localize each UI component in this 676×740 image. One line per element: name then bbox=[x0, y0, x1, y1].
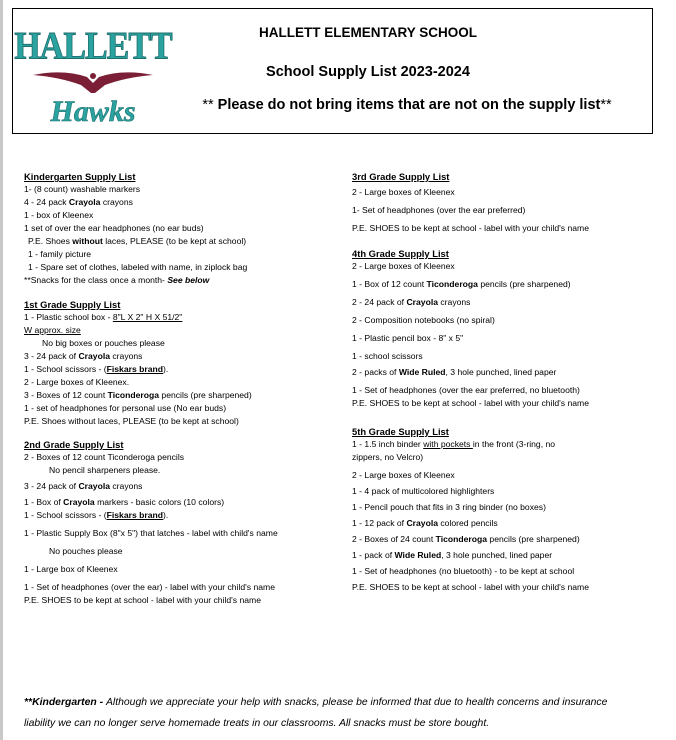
list-item: 1 - 4 pack of multicolored highlighters bbox=[352, 486, 495, 496]
right-column bbox=[352, 170, 662, 594]
supply-note bbox=[163, 97, 651, 113]
note-text: Please do not bring items that are not on the supply list bbox=[217, 97, 601, 113]
note-star-left: ** bbox=[202, 97, 214, 113]
list-item: No pouches please bbox=[49, 546, 123, 556]
list-item: 1- Set of headphones (over the ear preferred) bbox=[352, 205, 526, 215]
list-item: 1 - Plastic pencil box - 8" x 5" bbox=[352, 333, 464, 343]
list-item: P.E. SHOES to be kept at school - label with your child's name bbox=[352, 582, 589, 592]
svg-text:Hawks: Hawks bbox=[50, 95, 136, 128]
section-heading-grade3: 3rd Grade Supply List bbox=[352, 171, 450, 182]
list-item: 1 - Large box of Kleenex bbox=[24, 564, 118, 574]
list-item: 3 - 24 pack of Crayola crayons bbox=[24, 481, 143, 491]
list-item: 1 - school scissors bbox=[352, 351, 423, 361]
list-item: 1 - 12 pack of Crayola colored pencils bbox=[352, 518, 498, 528]
section-heading-grade2: 2nd Grade Supply List bbox=[24, 439, 124, 450]
list-item: 1 set of over the ear headphones (no ear buds) bbox=[24, 223, 204, 233]
list-item: 2 - Large boxes of Kleenex bbox=[352, 261, 455, 271]
section-heading-grade5: 5th Grade Supply List bbox=[352, 426, 449, 437]
list-item: **Snacks for the class once a month- See below bbox=[24, 275, 210, 285]
list-item: P.E. SHOES to be kept at school - label with your child's name bbox=[352, 398, 589, 408]
list-item: 2 - Composition notebooks (no spiral) bbox=[352, 315, 495, 325]
list-item: 1 - set of headphones for personal use (No ear buds) bbox=[24, 403, 227, 413]
list-item: 1 - Set of headphones (no bluetooth) - to be kept at school bbox=[352, 566, 575, 576]
left-column bbox=[24, 170, 334, 607]
list-item: 1 - Pencil pouch that fits in 3 ring binder (no boxes) bbox=[352, 502, 546, 512]
list-item: 1 - box of Kleenex bbox=[24, 210, 94, 220]
list-item: 1 - School scissors - (Fiskars brand). bbox=[24, 364, 169, 374]
footer-line-1: **Kindergarten - Although we appreciate your help with snacks, please be informed that due to health concerns and insurance bbox=[24, 697, 608, 708]
section-heading-kindergarten: Kindergarten Supply List bbox=[24, 171, 136, 182]
list-item: 1 - family picture bbox=[28, 249, 92, 259]
list-item: 2 - Large boxes of Kleenex bbox=[352, 187, 455, 197]
list-item: P.E. SHOES to be kept at school - label with your child's name bbox=[352, 223, 589, 233]
header-box bbox=[12, 8, 653, 134]
list-item: 1 - 1.5 inch binder with pockets in the front (3-ring, no bbox=[352, 439, 556, 449]
hallett-hawks-logo bbox=[14, 17, 172, 129]
list-item: 2 - packs of Wide Ruled, 3 hole punched, lined paper bbox=[352, 367, 557, 377]
list-item: P.E. Shoes without laces, PLEASE (to be kept at school) bbox=[24, 416, 239, 426]
list-item: 2 - Boxes of 12 count Ticonderoga pencils bbox=[24, 452, 185, 462]
page-edge bbox=[0, 0, 3, 740]
list-item: 1 - Set of headphones (over the ear preferred, no bluetooth) bbox=[352, 385, 580, 395]
list-item: 2 - 24 pack of Crayola crayons bbox=[352, 297, 471, 307]
svg-text:HALLETT: HALLETT bbox=[14, 23, 172, 67]
footer-note bbox=[24, 692, 664, 734]
list-item: 1 - Spare set of clothes, labeled with name, in ziplock bag bbox=[28, 262, 248, 272]
footer-lead: **Kindergarten - bbox=[24, 697, 106, 708]
document-title: School Supply List 2023-2024 bbox=[266, 64, 470, 80]
list-item: zippers, no Velcro) bbox=[352, 452, 424, 462]
list-item: 2 - Large boxes of Kleenex bbox=[352, 470, 455, 480]
list-item: 1 - Plastic Supply Box (8"x 5") that latches - label with child's name bbox=[24, 528, 278, 538]
list-item: No big boxes or pouches please bbox=[42, 338, 165, 348]
list-item: P.E. SHOES to be kept at school - label with your child's name bbox=[24, 595, 261, 605]
list-item: 2 - Large boxes of Kleenex. bbox=[24, 377, 130, 387]
school-name: HALLETT ELEMENTARY SCHOOL bbox=[259, 25, 477, 40]
list-item: 4 - 24 pack Crayola crayons bbox=[24, 197, 133, 207]
section-heading-grade4: 4th Grade Supply List bbox=[352, 248, 449, 259]
note-star-right: ** bbox=[600, 97, 612, 113]
list-item: 1 - Box of 12 count Ticonderoga pencils (pre sharpened) bbox=[352, 279, 571, 289]
list-item: 3 - Boxes of 12 count Ticonderoga pencils (pre sharpened) bbox=[24, 390, 252, 400]
list-item: P.E. Shoes without laces, PLEASE (to be kept at school) bbox=[28, 236, 247, 246]
list-item: 2 - Boxes of 24 count Ticonderoga pencils (pre sharpened) bbox=[352, 534, 580, 544]
list-item: 1 - Box of Crayola markers - basic colors (10 colors) bbox=[24, 497, 225, 507]
section-heading-grade1: 1st Grade Supply List bbox=[24, 299, 121, 310]
list-item: 1 - School scissors - (Fiskars brand). bbox=[24, 510, 169, 520]
list-item: No pencil sharpeners please. bbox=[49, 465, 161, 475]
list-item: W approx. size bbox=[24, 325, 81, 335]
list-item: 1- (8 count) washable markers bbox=[24, 184, 141, 194]
list-item: 1 - pack of Wide Ruled, 3 hole punched, lined paper bbox=[352, 550, 553, 560]
list-item: 3 - 24 pack of Crayola crayons bbox=[24, 351, 143, 361]
list-item: 1 - Plastic school box - 8"L X 2" H X 51/2" bbox=[24, 312, 183, 322]
list-item: 1 - Set of headphones (over the ear) - label with your child's name bbox=[24, 582, 275, 592]
footer-line-2: liability we can no longer serve homemade treats in our classrooms. All snacks must be store bought. bbox=[24, 718, 490, 729]
